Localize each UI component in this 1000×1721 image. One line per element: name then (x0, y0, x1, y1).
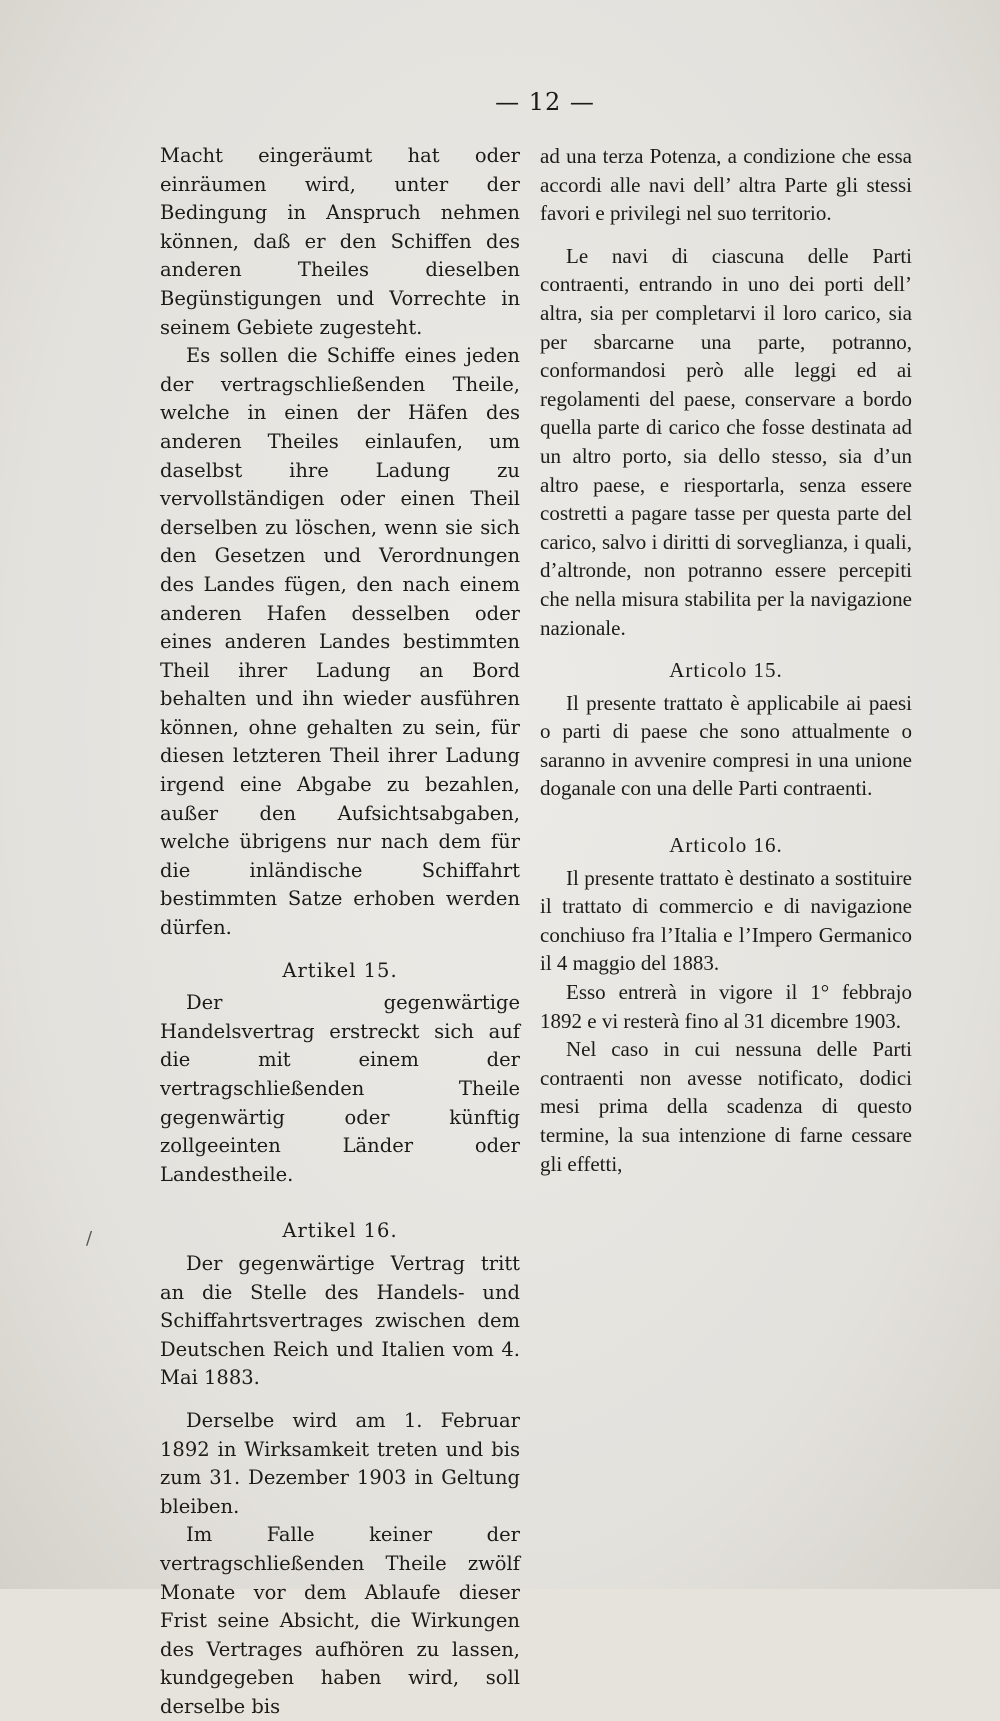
page-number: — 12 — (495, 88, 595, 116)
german-article-15-heading: Artikel 15. (282, 958, 398, 982)
italian-article-15-text: Il presente trattato è applicabile ai paesi o parti di paese che sono attualmente o saranno in avvenire compresi in una unione doganale con una delle Parti contraenti. (540, 690, 912, 801)
italian-article-16-paragraph-1: Il presente trattato è destinato a sostituire il trattato di commercio e di navigazione conchiuso fra l’Italia e l’Impero Germanico il 4 maggio del 1883. (540, 865, 912, 976)
german-paragraph-2: Es sollen die Schiffe eines jeden der vertragschließenden Theile, welche in einen der Häfen des anderen Theiles einlaufen, um daselbst ihre Ladung zu vervollständigen oder einen Theil derselben zu löschen, wenn sie sich den Gesetzen und Verordnungen des Landes fügen, den nach einem anderen Hafen desselben oder eines anderen Landes bestimmten Theil ihrer Ladung an Bord behalten und ihn wieder ausführen können, ohne gehalten zu sein, für diesen letzteren Theil ihrer Ladung irgend eine Abgabe zu bezahlen, außer den Aufsichtsabgaben, welche übrigens nur nach dem für die inländische Schiffahrt bestimmten Satze erhoben werden dürfen. (160, 344, 520, 940)
german-article-15-text: Der gegenwärtige Handelsvertrag erstreckt sich auf die mit einem der vertragschließenden Theile gegenwärtig oder künftig zollgeeinten Länder oder Landestheile. (160, 991, 520, 1186)
german-article-16-paragraph-3: Im Falle keiner der vertragschließenden Theile zwölf Monate vor dem Ablaufe dieser Frist seine Absicht, die Wirkungen des Vertrages aufhören zu lassen, kundgegeben haben wird, soll derselbe bis (160, 1523, 520, 1718)
italian-paragraph-2: Le navi di ciascuna delle Parti contraenti, entrando in uno dei porti dell’ altra, sia per completarvi il loro carico, sia per sbarcarne una parte, potranno, conformandosi però alle leggi ed ai regolamenti del paese, conservare a bordo quella parte di carico che fosse destinata ad un altro porto, sia dello stesso, sia d’un altro paese, e riesportarla, senza essere costretti a pagare tasse per questa parte del carico, salvo i diritti di sorveglianza, i quali, d’altronde, non potranno essere percepiti che nella misura stabilita per la navigazione nazionale. (540, 243, 912, 640)
italian-article-16-heading: Articolo 16. (669, 833, 783, 858)
german-paragraph-1: Macht eingeräumt hat oder einräumen wird, unter der Bedingung in Anspruch nehmen können, daß er den Schiffen des anderen Theiles dieselben Begünstigungen und Vorrechte in seinem Gebiete zugesteht. (160, 144, 520, 339)
german-article-16-paragraph-2: Derselbe wird am 1. Februar 1892 in Wirksamkeit treten und bis zum 31. Dezember 1903 in Geltung bleiben. (160, 1408, 520, 1518)
italian-paragraph-1: ad una terza Potenza, a condizione che essa accordi alle navi dell’ altra Parte gli stessi favori e privilegi nel suo territorio. (540, 144, 912, 226)
german-column (160, 142, 520, 1721)
german-article-16-paragraph-1: Der gegenwärtige Vertrag tritt an die Stelle des Handels- und Schiffahrtsvertrages zwischen dem Deutschen Reich und Italien vom 4. Mai 1883. (160, 1251, 520, 1390)
german-article-16-heading: Artikel 16. (282, 1219, 398, 1243)
italian-column (540, 142, 912, 1178)
margin-mark: / (86, 1228, 93, 1249)
italian-article-16-paragraph-3: Nel caso in cui nessuna delle Parti contraenti non avesse notificato, dodici mesi prima della scadenza di questo termine, la sua intenzione di farne cessare gli effetti, (540, 1037, 912, 1176)
italian-article-15-heading: Articolo 15. (669, 658, 783, 683)
italian-article-16-paragraph-2: Esso entrerà in vigore il 1° febbrajo 1892 e vi resterà fino al 31 dicembre 1903. (540, 980, 912, 1033)
